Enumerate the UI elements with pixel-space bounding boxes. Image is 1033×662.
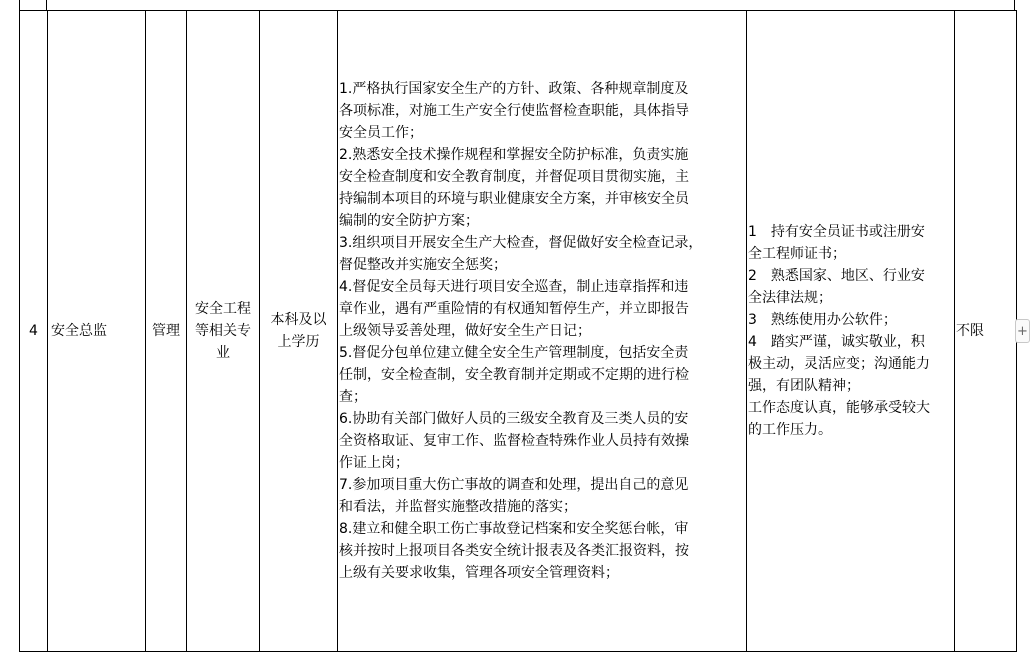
other-requirement: 不限: [955, 11, 1017, 652]
education-requirement: [260, 11, 338, 652]
duty-line: 作证上岗；: [339, 455, 409, 471]
major-line: 等相关专: [195, 323, 251, 339]
table-row: [20, 11, 1017, 652]
requirement-line: 工作态度认真，能够承受较大: [748, 400, 930, 416]
duty-line: 督促整改并实施安全惩奖；: [339, 257, 507, 273]
duty-line: 全资格取证、复审工作、监督检查特殊作业人员持有效操: [339, 433, 689, 449]
requirement-line: 4 踏实严谨，诚实敬业，积: [748, 334, 925, 350]
prev-row-border-left: [19, 0, 20, 10]
duty-line: 上级领导妥善处理，做好安全生产日记；: [339, 323, 591, 339]
job-title: 安全总监: [48, 11, 146, 652]
requirement-line: 全法律法规；: [748, 290, 832, 306]
requirements-cell: [747, 11, 955, 652]
duty-line: 7.参加项目重大伤亡事故的调查和处理，提出自己的意见: [339, 477, 689, 493]
prev-row-border-right: [1014, 0, 1015, 10]
requirement-line: 3 熟练使用办公软件；: [748, 312, 897, 328]
requirement-line: 的工作压力。: [748, 422, 832, 438]
duty-line: 3.组织项目开展安全生产大检查，督促做好安全检查记录，: [339, 235, 703, 251]
requirement-line: 强，有团队精神；: [748, 378, 860, 394]
duty-line: 核并按时上报项目各类安全统计报表及各类汇报资料，按: [339, 543, 689, 559]
duty-line: 持编制本项目的环境与职业健康安全方案，并审核安全员: [339, 191, 689, 207]
requirement-line: 1 持有安全员证书或注册安: [748, 224, 925, 240]
duty-line: 安全检查制度和安全教育制度，并督促项目贯彻实施，主: [339, 169, 689, 185]
education-line: 本科及以: [270, 312, 327, 328]
duty-line: 6.协助有关部门做好人员的三级安全教育及三类人员的安: [339, 411, 689, 427]
job-table: [19, 10, 1017, 652]
requirement-line: 2 熟悉国家、地区、行业安: [748, 268, 925, 284]
major-line: 安全工程: [195, 301, 251, 317]
row-number: 4: [20, 11, 48, 652]
duty-line: 和看法，并监督实施整改措施的落实；: [339, 499, 577, 515]
duty-line: 2.熟悉安全技术操作规程和掌握安全防护标准，负责实施: [339, 147, 689, 163]
duty-line: 查；: [339, 389, 367, 405]
job-type: 管理: [146, 11, 187, 652]
major-line: 业: [216, 345, 230, 361]
major-requirement: [187, 11, 260, 652]
duty-line: 8.建立和健全职工伤亡事故登记档案和安全奖惩台帐，审: [339, 521, 689, 537]
duty-line: 编制的安全防护方案；: [339, 213, 479, 229]
duty-line: 4.督促安全员每天进行项目安全巡查，制止违章指挥和违: [339, 279, 689, 295]
duty-line: 章作业，遇有严重险情的有权通知暂停生产，并立即报告: [339, 301, 689, 317]
duty-line: 各项标准，对施工生产安全行使监督检查职能，具体指导: [339, 103, 689, 119]
add-row-button[interactable]: +: [1015, 319, 1030, 343]
requirement-line: 极主动，灵活应变；沟通能力: [748, 356, 930, 372]
prev-row-border-col: [46, 0, 47, 10]
duty-line: 5.督促分包单位建立健全安全生产管理制度，包括安全责: [339, 345, 689, 361]
duty-line: 上级有关要求收集，管理各项安全管理资料；: [339, 565, 619, 581]
duties-cell: [338, 11, 747, 652]
duty-line: 1.严格执行国家安全生产的方针、政策、各种规章制度及: [339, 81, 689, 97]
education-line: 上学历: [277, 334, 320, 350]
requirement-line: 全工程师证书；: [748, 246, 846, 262]
duty-line: 任制，安全检查制，安全教育制并定期或不定期的进行检: [339, 367, 689, 383]
duty-line: 安全员工作；: [339, 125, 423, 141]
